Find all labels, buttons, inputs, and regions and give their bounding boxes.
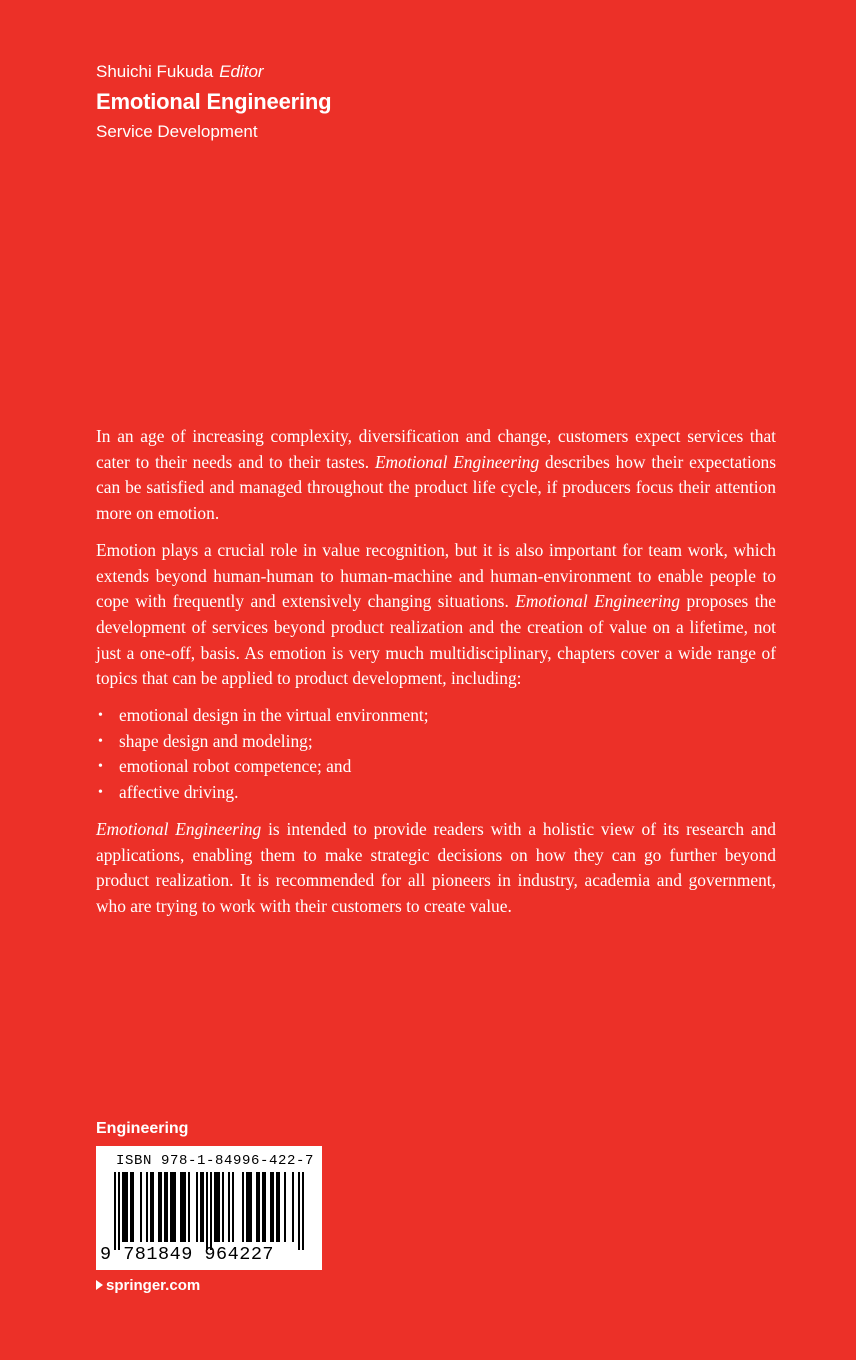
topic-item: • shape design and modeling; bbox=[96, 729, 776, 755]
editor-line bbox=[96, 60, 331, 84]
book-title: Emotional Engineering bbox=[96, 89, 332, 114]
barcode-bar bbox=[118, 1172, 120, 1250]
barcode-bar bbox=[152, 1172, 154, 1242]
cover-header bbox=[96, 60, 331, 144]
subject-category: Engineering bbox=[96, 1120, 189, 1137]
book-subtitle: Service Development bbox=[96, 122, 258, 141]
barcode-bar bbox=[284, 1172, 286, 1242]
barcode-bar bbox=[262, 1172, 264, 1242]
barcode-bar bbox=[126, 1172, 128, 1242]
topic-item: • emotional design in the virtual environment; bbox=[96, 703, 776, 729]
barcode-bar bbox=[160, 1172, 162, 1242]
barcode-bar bbox=[158, 1172, 160, 1242]
editor-name: Shuichi Fukuda bbox=[96, 62, 214, 81]
barcode-bar bbox=[184, 1172, 186, 1242]
barcode-bar bbox=[166, 1172, 168, 1242]
blurb-paragraph-2: Emotion plays a crucial role in value recognition, but it is also important for team work, which extends beyond human-human to human-machine and human-environment to enable people to cope with frequently and extensively changing situations. Emotional Engineering proposes the development of services beyond product realization and the creation of value on a lifetime, not just a one-off, basis. As emotion is very much multidisciplinary, chapters cover a wide range of topics that can be applied to product development, including: bbox=[96, 539, 776, 689]
arrow-right-icon bbox=[96, 1280, 103, 1290]
barcode-bar bbox=[164, 1172, 166, 1242]
barcode-bar bbox=[222, 1172, 224, 1242]
barcode-bar bbox=[180, 1172, 182, 1242]
barcode-bar bbox=[172, 1172, 174, 1242]
barcode-bar bbox=[132, 1172, 134, 1242]
barcode-bar bbox=[272, 1172, 274, 1242]
barcode-bar bbox=[248, 1172, 250, 1242]
barcode-bar bbox=[218, 1172, 220, 1242]
topic-list bbox=[96, 703, 776, 806]
topic-item: • emotional robot competence; and bbox=[96, 754, 776, 780]
barcode-bar bbox=[200, 1172, 202, 1242]
barcode-bar bbox=[196, 1172, 198, 1242]
editor-role: Editor bbox=[219, 62, 264, 81]
barcode-bar bbox=[250, 1172, 252, 1242]
publisher-link[interactable] bbox=[96, 1275, 200, 1297]
barcode-bar bbox=[302, 1172, 304, 1250]
blurb-paragraph-3: Emotional Engineering is intended to provide readers with a holistic view of its research and applications, enabling them to make strategic decisions on how they can go further beyond product realization. It is recommended for all pioneers in industry, academia and government, who are trying to work with their customers to create value. bbox=[96, 818, 776, 916]
barcode-bar bbox=[124, 1172, 126, 1242]
barcode-bar bbox=[130, 1172, 132, 1242]
barcode-bar bbox=[298, 1172, 300, 1250]
publisher-name: springer.com bbox=[106, 1277, 201, 1294]
barcode-bar bbox=[242, 1172, 244, 1242]
isbn-barcode bbox=[96, 1146, 322, 1270]
blurb bbox=[96, 424, 776, 931]
barcode-bar bbox=[258, 1172, 260, 1242]
barcode-bar bbox=[216, 1172, 218, 1242]
barcode-bar bbox=[174, 1172, 176, 1242]
barcode-bar bbox=[246, 1172, 248, 1242]
barcode-bar bbox=[122, 1172, 124, 1242]
barcode-digits: 9 781849 964227 bbox=[100, 1244, 275, 1265]
barcode-bar bbox=[264, 1172, 266, 1242]
barcode-bar bbox=[256, 1172, 258, 1242]
barcode-bar bbox=[146, 1172, 148, 1242]
barcode-bar bbox=[292, 1172, 294, 1242]
barcode-bar bbox=[228, 1172, 230, 1242]
barcode-bar bbox=[140, 1172, 142, 1242]
barcode-bar bbox=[278, 1172, 280, 1242]
barcode-bar bbox=[150, 1172, 152, 1242]
barcode-bar bbox=[270, 1172, 272, 1242]
barcode-bar bbox=[210, 1172, 212, 1250]
isbn-label: ISBN 978-1-84996-422-7 bbox=[116, 1153, 315, 1169]
barcode-bar bbox=[206, 1172, 208, 1250]
topic-item: • affective driving. bbox=[96, 780, 776, 806]
barcode-bar bbox=[202, 1172, 204, 1242]
barcode-bar bbox=[276, 1172, 278, 1242]
book-title-italic: Emotional Engineering bbox=[96, 818, 262, 839]
barcode-bar bbox=[188, 1172, 190, 1242]
blurb-paragraph-1: In an age of increasing complexity, diversification and change, customers expect services that cater to their needs and to their tastes. Emotional Engineering describes how their expectations can be satisfied and managed throughout the product life cycle, if producers focus their attention more on emotion. bbox=[96, 426, 776, 524]
book-title-italic: Emotional Engineering bbox=[515, 591, 681, 612]
barcode-bar bbox=[182, 1172, 184, 1242]
barcode-bar bbox=[214, 1172, 216, 1242]
barcode-bar bbox=[170, 1172, 172, 1242]
book-title-italic: Emotional Engineering bbox=[374, 451, 540, 472]
barcode-bar bbox=[232, 1172, 234, 1242]
barcode-bar bbox=[114, 1172, 116, 1250]
